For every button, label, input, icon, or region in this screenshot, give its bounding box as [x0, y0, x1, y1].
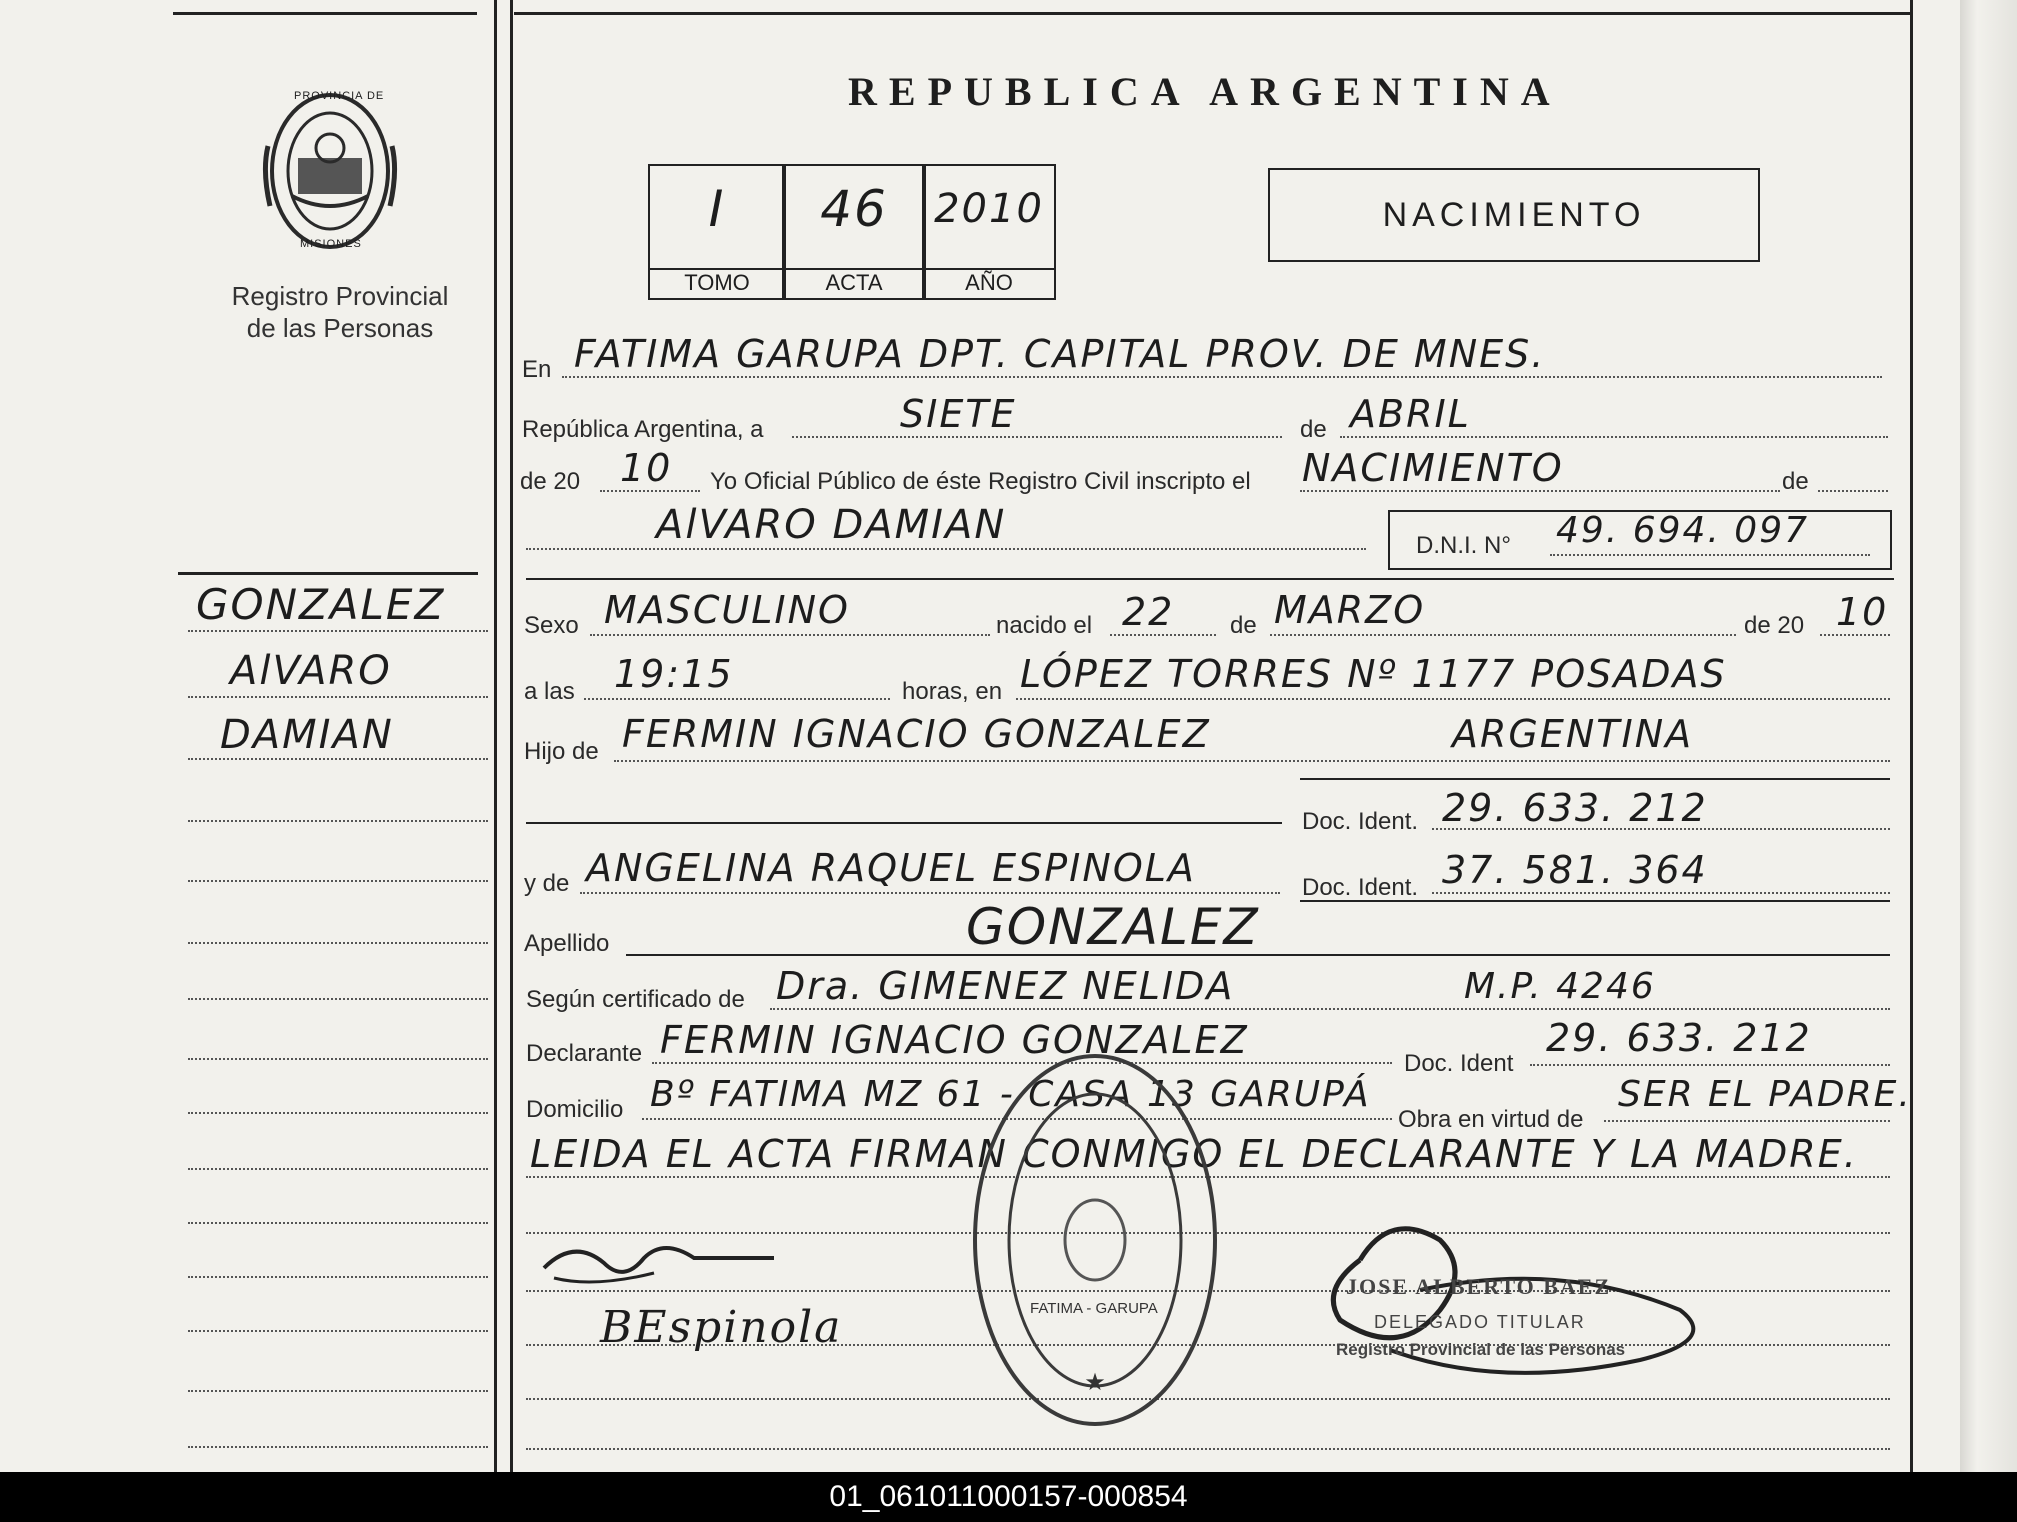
lugar-value: LÓPEZ TORRES Nº 1177 POSADAS: [1020, 652, 1727, 696]
nacido-dia: 22: [1122, 590, 1175, 634]
stub-line: [188, 1390, 488, 1392]
stub-line: [188, 1168, 488, 1170]
stub-name-1: AlVARO: [230, 648, 392, 694]
madre-doc-line: [1432, 892, 1890, 894]
official-dept: Registro Provincial de las Personas: [1336, 1340, 1626, 1359]
blank-line: [526, 1448, 1890, 1450]
stub-line: [188, 1276, 488, 1278]
nacido-mes-line: [1270, 634, 1736, 636]
anio-box: [922, 164, 1056, 300]
padre-value: FERMIN IGNACIO GONZALEZ: [622, 712, 1211, 756]
declarante-doc: 29. 633. 212: [1546, 1016, 1812, 1060]
certificado-value: Dra. GIMENEZ NELIDA: [776, 964, 1235, 1008]
stub-line: [188, 998, 488, 1000]
dni-label: D.N.I. N°: [1416, 532, 1511, 559]
stub-header-rule: [178, 572, 478, 575]
obra-value: SER EL PADRE.: [1618, 1074, 1912, 1115]
republica-label: República Argentina, a: [522, 416, 764, 443]
certificado-line: [770, 1008, 1890, 1010]
mother-signature: BEspinola: [600, 1302, 843, 1353]
nacido-anio-line: [1820, 634, 1890, 636]
stub-line: [188, 1222, 488, 1224]
de20-label: de 20: [520, 468, 581, 495]
oficial-label: Yo Oficial Público de éste Registro Civil inscripto el: [710, 468, 1251, 495]
page-edge-shadow: [1960, 0, 2017, 1472]
stamp-place: FATIMA - GARUPA: [1030, 1300, 1158, 1317]
stub-line: [188, 820, 488, 822]
hora-line: [584, 698, 890, 700]
nacido-anio: 10: [1836, 590, 1889, 634]
en-label: En: [522, 356, 552, 383]
hijo-label: Hijo de: [524, 738, 599, 765]
declarante-value: FERMIN IGNACIO GONZALEZ: [660, 1018, 1249, 1062]
stub-line: [188, 1330, 488, 1332]
office-stamp: [970, 1050, 1220, 1430]
hora-value: 19:15: [614, 652, 734, 696]
acta-label: ACTA: [784, 268, 924, 296]
nombre-value: AlVARO DAMIAN: [656, 502, 1007, 548]
stub-line: [188, 758, 488, 760]
stub-name-2: DAMIAN: [220, 712, 394, 758]
registry-name: [200, 280, 480, 344]
rule-top-sexo: [526, 578, 1894, 580]
tomo-value: I: [708, 180, 726, 238]
apellido-value: GONZALEZ: [966, 898, 1260, 956]
file-id: 01_061011000157-000854: [829, 1480, 1188, 1513]
alas-label: a las: [524, 678, 575, 705]
nacido-label: nacido el: [996, 612, 1093, 639]
doc-ident-label: Doc. Ident.: [1302, 808, 1419, 835]
anio-label: AÑO: [924, 268, 1054, 296]
de-label: de: [1300, 416, 1327, 443]
stub-line: [188, 1112, 488, 1114]
stub-line: [188, 630, 488, 632]
dia-value: SIETE: [900, 392, 1017, 436]
segun-label: Según certificado de: [526, 986, 745, 1013]
footer-bar: [0, 1472, 2017, 1522]
de-label-2: de: [1782, 468, 1809, 495]
dia-line: [792, 436, 1282, 438]
padre-doc: 29. 633. 212: [1442, 786, 1708, 830]
madre-doc: 37. 581. 364: [1442, 848, 1708, 892]
leida-value: LEIDA EL ACTA FIRMAN CONMIGO EL DECLARANTE Y LA MADRE.: [530, 1132, 1858, 1176]
official-signature: [1300, 1200, 1730, 1400]
madre-value: ANGELINA RAQUEL ESPINOLA: [586, 846, 1196, 890]
dni-value: 49. 694. 097: [1556, 510, 1810, 551]
domicilio-label: Domicilio: [526, 1096, 624, 1123]
en-value: FATIMA GARUPA DPT. CAPITAL PROV. DE MNES.: [574, 332, 1546, 376]
padre-extra-line: [526, 822, 1282, 824]
anio-line: [600, 490, 700, 492]
en-line: [562, 376, 1882, 378]
nombre-line: [526, 548, 1366, 550]
obra-label: Obra en virtud de: [1398, 1106, 1584, 1133]
madre-line: [580, 892, 1280, 894]
stub-top-rule: [173, 12, 477, 15]
sexo-value: MASCULINO: [604, 588, 850, 632]
svg-text:★: ★: [1084, 1369, 1106, 1396]
yde-label: y de: [524, 870, 570, 897]
doc-type: NACIMIENTO: [1382, 195, 1646, 234]
stub-line: [188, 880, 488, 882]
doc-ident-label-2: Doc. Ident.: [1302, 874, 1419, 901]
doc-ident-label-3: Doc. Ident: [1404, 1050, 1514, 1077]
mes-value: ABRIL: [1350, 392, 1471, 436]
tomo-label: TOMO: [650, 268, 784, 296]
padre-line: [614, 760, 1890, 762]
inscripto-value: NACIMIENTO: [1302, 446, 1564, 490]
nacido-mes: MARZO: [1274, 588, 1426, 632]
sexo-label: Sexo: [524, 612, 579, 639]
obra-line: [1604, 1120, 1890, 1122]
registry-line-1: Registro Provincial: [231, 281, 449, 311]
declarante-doc-line: [1530, 1064, 1890, 1066]
matricula-value: M.P. 4246: [1464, 966, 1656, 1007]
official-role: DELEGADO TITULAR: [1374, 1312, 1586, 1332]
inscripto-line: [1300, 490, 1780, 492]
stub-line: [188, 1446, 488, 1448]
acta-value: 46: [820, 180, 888, 238]
dni-line: [1550, 554, 1870, 556]
stub-line: [188, 942, 488, 944]
seal-top-text: PROVINCIA DE: [294, 90, 385, 102]
apellido-label: Apellido: [524, 930, 610, 957]
lugar-line: [1016, 698, 1890, 700]
form-right-border: [1910, 0, 1913, 1472]
doc-type-box: [1268, 168, 1760, 262]
province-seal: [262, 86, 398, 256]
registry-line-2: de las Personas: [246, 313, 434, 343]
anio-value: 2010: [934, 186, 1044, 232]
domicilio-value: Bº FATIMA MZ 61 - CASA 13 GARUPÁ: [650, 1074, 1371, 1115]
stub-divider: [494, 0, 497, 1472]
stub-surname: GONZALEZ: [196, 580, 446, 629]
rule-mid-2: [1300, 900, 1890, 902]
de-label-3: de: [1230, 612, 1257, 639]
form-left-border: [510, 0, 513, 1472]
dni-box: [1388, 510, 1892, 570]
acta-box: [782, 164, 926, 300]
country-title: REPUBLICA ARGENTINA: [848, 69, 1562, 114]
father-signature: [534, 1228, 784, 1298]
anio-written: 10: [620, 446, 673, 490]
declarante-label: Declarante: [526, 1040, 643, 1067]
de-line-2: [1818, 490, 1888, 492]
rule-mid-1: [1300, 778, 1890, 780]
de20-label-2: de 20: [1744, 612, 1805, 639]
mes-line: [1340, 436, 1888, 438]
horas-label: horas, en: [902, 678, 1003, 705]
stub-line: [188, 696, 488, 698]
seal-bottom-text: MISIONES: [300, 238, 362, 250]
nacido-dia-line: [1110, 634, 1216, 636]
stub-line: [188, 1058, 488, 1060]
form-top-rule: [514, 12, 1910, 15]
padre-nac: ARGENTINA: [1452, 712, 1694, 756]
tomo-box: [648, 164, 786, 300]
sexo-line: [590, 634, 990, 636]
official-name: JOSE ALBERTO BAEZ: [1346, 1274, 1612, 1299]
